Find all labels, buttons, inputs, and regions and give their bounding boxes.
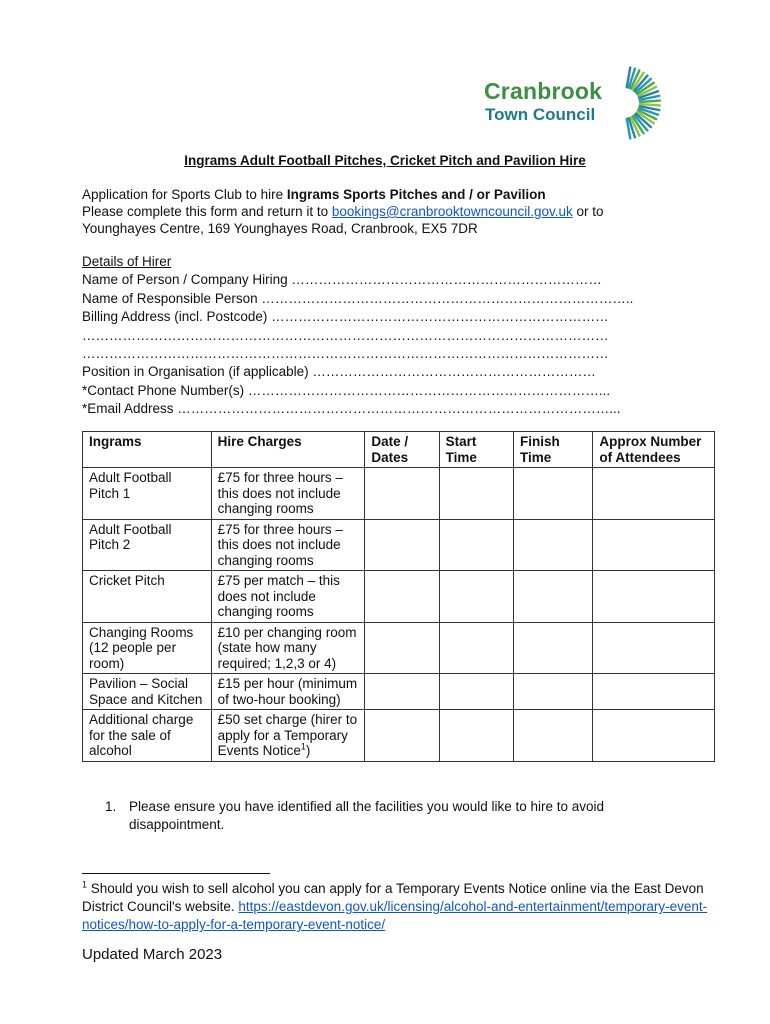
field-billing-address[interactable]: Billing Address (incl. Postcode) ………………………………………………………………… — [82, 309, 609, 325]
page-title: Ingrams Adult Football Pitches, Cricket Pitch and Pavilion Hire — [184, 153, 586, 168]
attendees-input-cell[interactable] — [593, 674, 715, 710]
intro-line-1 — [82, 186, 702, 203]
date-input-cell[interactable] — [365, 519, 439, 571]
charge-cell — [211, 710, 365, 762]
logo-wordmark — [484, 80, 602, 123]
finish-time-input-cell[interactable] — [514, 519, 593, 571]
field-email[interactable]: *Email Address ……………………………………………………………………………………... — [82, 401, 621, 417]
charge-cell: £15 per hour (minimum of two-hour booking) — [211, 674, 365, 710]
intro-text — [82, 186, 702, 237]
charge-cell: £75 for three hours – this does not include changing rooms — [211, 519, 365, 571]
footnote-marker: 1 — [82, 879, 88, 890]
col-header-hire-charges: Hire Charges — [211, 432, 365, 468]
col-header-attendees: Approx Number of Attendees — [593, 432, 715, 468]
licensing-link[interactable]: https://eastdevon.gov.uk/licensing/alcohol-and-entertainment/temporary-event-notices/how-to-apply-for-a-temporary-event-notice/ — [82, 899, 708, 932]
finish-time-input-cell[interactable] — [514, 571, 593, 623]
hirer-details — [82, 253, 692, 419]
table-row — [83, 468, 715, 520]
col-header-start-time: Start Time — [439, 432, 513, 468]
table-row — [83, 710, 715, 762]
intro-line-1-bold: Ingrams Sports Pitches and / or Pavilion — [286, 187, 546, 202]
start-time-input-cell[interactable] — [439, 571, 513, 623]
details-heading: Details of Hirer — [82, 254, 172, 269]
note-text: Please ensure you have identified all the facilities you would like to hire to avoid disappointment. — [129, 799, 605, 832]
updated-date: Updated March 2023 — [82, 946, 223, 963]
table-row — [83, 674, 715, 710]
finish-time-input-cell[interactable] — [514, 674, 593, 710]
table-row — [83, 519, 715, 571]
field-position[interactable]: Position in Organisation (if applicable) ……………………………………………………… — [82, 364, 596, 380]
facility-cell: Additional charge for the sale of alcohol — [83, 710, 212, 762]
email-link[interactable]: bookings@cranbrooktowncouncil.gov.uk — [331, 204, 573, 219]
table-header-row — [83, 432, 715, 468]
date-input-cell[interactable] — [365, 571, 439, 623]
start-time-input-cell[interactable] — [439, 519, 513, 571]
date-input-cell[interactable] — [365, 674, 439, 710]
finish-time-input-cell[interactable] — [514, 468, 593, 520]
logo-line-1: Cranbrook — [484, 78, 603, 104]
intro-line-2-text: Please complete this form and return it to — [82, 204, 332, 219]
field-billing-address-line-2[interactable]: ……………………………………………………………………………………………………… — [82, 327, 609, 343]
footnote-text: Should you wish to sell alcohol you can apply for a Temporary Events Notice online via the East Devon District Council's website. — [82, 881, 704, 914]
footnote — [82, 880, 722, 934]
date-input-cell[interactable] — [365, 710, 439, 762]
col-header-finish-time: Finish Time — [514, 432, 593, 468]
charge-text: £50 set charge (hirer to apply for a Temporary Events Notice — [217, 712, 358, 758]
field-billing-address-line-3[interactable]: ……………………………………………………………………………………………………… — [82, 346, 609, 362]
facility-cell: Pavilion – Social Space and Kitchen — [83, 674, 212, 710]
date-input-cell[interactable] — [365, 622, 439, 674]
facility-cell: Cricket Pitch — [83, 571, 212, 623]
note-number: 1. — [105, 799, 117, 814]
intro-line-1-text: Application for Sports Club to hire — [82, 187, 287, 202]
charge-cell: £10 per changing room (state how many required; 1,2,3 or 4) — [211, 622, 365, 674]
footnote-ref: 1 — [300, 741, 306, 752]
field-responsible-person[interactable]: Name of Responsible Person ……………………………………………………………………….. — [82, 290, 634, 306]
table-row — [83, 622, 715, 674]
council-logo — [484, 66, 696, 140]
logo-line-2: Town Council — [485, 105, 596, 124]
charge-cell: £75 for three hours – this does not include changing rooms — [211, 468, 365, 520]
logo-ray — [640, 101, 660, 102]
attendees-input-cell[interactable] — [593, 622, 715, 674]
facility-cell: Changing Rooms (12 people per room) — [83, 622, 212, 674]
finish-time-input-cell[interactable] — [514, 622, 593, 674]
attendees-input-cell[interactable] — [593, 710, 715, 762]
footnote-divider — [82, 873, 270, 874]
field-company-name[interactable]: Name of Person / Company Hiring …………………………………………………………… — [82, 272, 602, 288]
intro-line-2 — [82, 203, 702, 220]
intro-line-3: Younghayes Centre, 169 Younghayes Road, Cranbrook, EX5 7DR — [82, 221, 478, 236]
sunburst-icon — [618, 66, 692, 140]
attendees-input-cell[interactable] — [593, 519, 715, 571]
intro-line-2-suffix: or to — [572, 204, 604, 219]
finish-time-input-cell[interactable] — [514, 710, 593, 762]
field-phone[interactable]: *Contact Phone Number(s) ……………………………………………………………………... — [82, 382, 611, 398]
numbered-note — [105, 798, 645, 834]
attendees-input-cell[interactable] — [593, 468, 715, 520]
col-header-ingrams: Ingrams — [83, 432, 212, 468]
date-input-cell[interactable] — [365, 468, 439, 520]
start-time-input-cell[interactable] — [439, 674, 513, 710]
charge-cell: £75 per match – this does not include changing rooms — [211, 571, 365, 623]
start-time-input-cell[interactable] — [439, 710, 513, 762]
attendees-input-cell[interactable] — [593, 571, 715, 623]
table-row — [83, 571, 715, 623]
facility-cell: Adult Football Pitch 2 — [83, 519, 212, 571]
facility-cell: Adult Football Pitch 1 — [83, 468, 212, 520]
hire-table — [82, 431, 715, 762]
start-time-input-cell[interactable] — [439, 468, 513, 520]
charge-text-end: ) — [305, 743, 311, 758]
logo-ray — [640, 104, 660, 105]
start-time-input-cell[interactable] — [439, 622, 513, 674]
col-header-dates: Date / Dates — [365, 432, 439, 468]
